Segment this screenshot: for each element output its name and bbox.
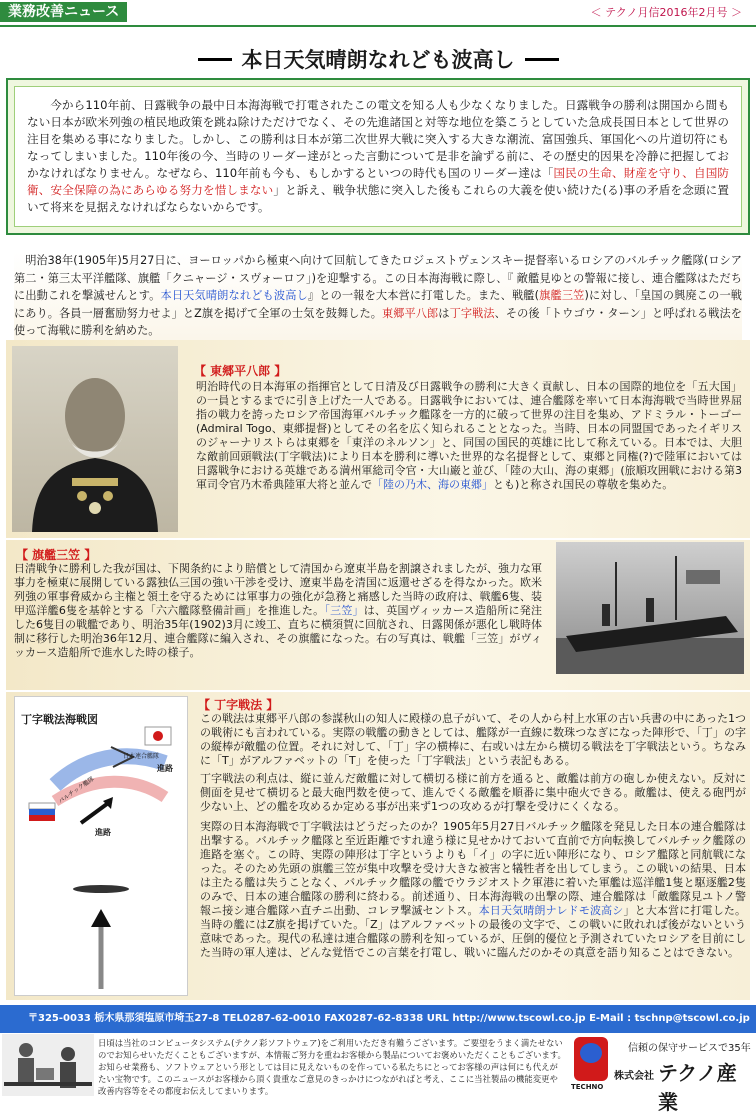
contact-text: 〒325-0033 栃木県那須塩原市埼玉27-8 TEL0287-62-0010 FAX0287-62-8338 URL http://www.tscowl.co.jp E-Mail : tschnp@tscowl.co.jp <box>28 1013 750 1024</box>
company-prefix: 株式会社 <box>614 1071 654 1082</box>
togo-portrait <box>12 346 178 532</box>
company-logo <box>574 1037 608 1081</box>
map-label-course2: 進路 <box>95 828 111 837</box>
page-header <box>0 0 756 40</box>
page-title <box>0 44 756 74</box>
map-label-baltic: バルチック艦隊 <box>57 775 96 806</box>
header-rule <box>0 25 756 27</box>
togo-body-c: とも)と称され国民の尊敬を集めた。 <box>493 478 674 491</box>
intro-box <box>6 78 750 235</box>
intro-part1: 今から110年前、日露戦争の最中日本海海戦で打電されたこの電文を知る人も少なくなりました。日露戦争の勝利は開国から間もない日本が欧米列強の植民地政策を跳ね除けただけでなく、その先進諸国と対等な地位を築こうとしていた急成長国日本として世界の注目を集める事になりました。しかし、この勝利は日本が第二次世界大戦に突入する大きな潮流、富国強兵、軍国化への片道切符にもなってしまいました。110年後の今、当時のリーダー達がとった言動について是非を論ずる前に、その歴史的因果を冷静に把握しておかなければなりません。なぜなら、110年前も今も、もしかするといつの時代も国のリーダー達は「 <box>27 98 729 180</box>
tactic-p3c: 」と大本営に打電した。当時の艦にはZ旗を掲げていた。「Z」はアルファベットの最後の文字で、この戦いに敗れれば後がないという意味であった。現代の私達は連合艦隊の勝利を知っているが、圧倒的優位と予測されていたロシアを目前にした当時の軍人達は、どんな覚悟でこの言葉を打電し、戦いに臨んだのかその真意を語り知ることはできない。 <box>200 904 747 959</box>
portrait-illustration <box>12 346 178 532</box>
page-footer <box>0 1033 756 1114</box>
tactic-p1: この戦法は東郷平八郎の参謀秋山の知人に殿様の息子がいて、その人から村上水軍の古い兵書の中にあった1つの戦術にも言われている。実際の戦艦の動きとしては、艦隊が一直線に数珠つなぎになった陣形で、「丁」の字の縦棒が敵艦の位置。それに対して、「丁」字の横棒に、右或いは左から横切る戦法を丁字戦法という。ちなみに「T」がアルファベットの「T」を使った「丁字戦法」という表記もある。 <box>200 712 746 767</box>
newsletter-tag: 業務改善ニュース <box>0 2 127 22</box>
togo-body <box>196 380 742 492</box>
section-t-tactic <box>6 692 750 1000</box>
logo-face <box>580 1043 602 1063</box>
para1-a: 明治38年(1905年)5月27日に、ヨーロッパから極東へ向けて回航してきたロジェストヴェンスキー提督率いるロシアのバルチック艦隊(ロシア第二・第三太平洋艦隊、旗艦「クニャージ・スヴォーロフ」)を迎撃する。この日本海海戦に際し、『 敵艦見ゆとの警報に接し、連合艦隊はただちに出動これを撃滅せんとす。 <box>14 254 742 302</box>
mikasa-body <box>14 562 542 660</box>
tactic-p2: 丁字戦法の利点は、縦に並んだ敵艦に対して横切る様に前方を通ると、敵艦は前方の砲しか使えない。反対に側面を見せて横切ると最大砲門数を使って、進んでくる敵艦を順番に集中砲火できる。敵艦は、使える砲門が少ない上、どの艦を攻めるか定める事が出来ず1つの攻めるが打撃を受けにくくなる。 <box>200 772 746 813</box>
section-togo <box>6 340 750 538</box>
map-label-course1: 進路 <box>157 764 173 773</box>
para1-c: 』との一報を大本営に打電した。また、戦艦( <box>307 289 539 302</box>
mikasa-body-c: は、英国ヴィッカース造船所に発注した6隻目の戦艦であり、明治35年(1902)3月に竣工、直ちに横須賀に回航され、日露関係が悪化し戦時体制に移行した明治36年12月、連合艦隊に編入され、その旗艦になった。右の写真は、戦艦「三笠」がヴィッカース造船所で進水した時の様子。 <box>14 604 543 659</box>
company-tagline: 信頼の保守サービスで35年 <box>628 1043 751 1054</box>
map-label-japan: 日本連合艦隊 <box>123 753 160 760</box>
togo-body-b: 「陸の乃木、海の東郷」 <box>372 478 493 491</box>
para1-b: 本日天気晴朗なれども波高し <box>160 289 308 302</box>
ship-illustration <box>556 542 744 674</box>
battle-summary <box>14 252 742 340</box>
para1-f: 東郷平八郎 <box>382 306 439 320</box>
para1-g: は <box>438 306 450 320</box>
togo-title: 【 東郷平八郎 】 <box>194 364 287 378</box>
tactic-p3 <box>200 820 746 960</box>
mikasa-photo <box>556 542 744 674</box>
tactic-p3a: 実際の日本海海戦で丁字戦法はどうだったのか？1905年5月27日バルチック艦隊を発見した日本の連合艦隊は出撃する。バルチック艦隊と至近距離ですれ違う様に見せかけておいて直前で方向転換してバルチック艦隊の進路を塞ぐ。この時、実際の陣形は丁字というよりも「イ」の字に近い陣形になり、ロシア艦隊と同航戦になった。そのため先頭の旗艦三笠が集中攻撃を受け大きな被害と犠牲者を出してしまう。この戦いの結果、日本は主たる艦は失うことなく、バルチック艦隊の艦でウラジオストク軍港に着いた軍艦は巡洋艦1隻と駆逐艦2隻のみで、日本の連合艦隊の勝利に終わる。前述通り、日本海海戦の出撃の際、連合艦隊は「敵艦隊見ユトノ警報ニ接シ連合艦隊ハ直チニ出動、コレヲ撃滅セントス。 <box>200 820 746 917</box>
title-dash-left <box>198 58 232 61</box>
tactic-title: 【 丁字戦法 】 <box>198 698 279 712</box>
issue-label: ＜ テクノ月信2016年2月号 ＞ <box>590 6 742 19</box>
intro-text <box>14 86 742 227</box>
logo-text: TECHNO <box>571 1083 604 1091</box>
company-name: テクノ産業 <box>658 1061 737 1114</box>
title-text: 本日天気晴朗なれども波高し <box>241 48 515 72</box>
office-workers-icon <box>2 1034 94 1096</box>
para1-d: 旗艦三笠 <box>539 289 585 302</box>
intro-part2: 」と訴え、戦争状態に突入した後もこれらの大義を使い続けた(る)事の矛盾を念頭に置いて将来を見据えなければならないからです。 <box>27 183 729 214</box>
mikasa-title: 【 旗艦三笠 】 <box>16 548 97 562</box>
para1-i: 、その後「トウゴウ・ターン」と呼ばれる戦法を使って海戦に勝利を納めた。 <box>14 306 742 337</box>
title-dash-right <box>525 58 559 61</box>
togo-body-a: 明治時代の日本海軍の指揮官として日清及び日露戦争の勝利に大きく貢献し、日本の国際的地位を「五大国」の一員とするまでに引き上げた一人である。日露戦争においては、連合艦隊を率いて日本海海戦で当時世界屈指の戦力を誇ったロシア帝国海軍バルチック艦隊を一方的に破って世界の注目を集め、アドミラル・トーゴー(Admiral Togo、東郷提督)としてその名を広く知られることとなった。当時、日本の同盟国であったイギリスのジャーナリストらは東郷を「東洋のネルソン」と、同国の国民的英雄に比して称えている。日本では、大胆な敵前回頭戦法(丁字戦法)により日本を勝利に導いた世界的な名提督として、東郷と同権(?)で陸軍においては日露戦争における英雄である満州軍総司令官・大山巌と並び、「陸の大山、海の東郷」(旅順攻囲戦における第3軍司令官乃木希典陸軍大将と並んで <box>196 380 742 491</box>
tactic-p3b: 本日天気晴朗ナレドモ波高シ <box>478 904 624 917</box>
footer-note: 日頃は当社のコンピュータシステム(テクノ彩ソフトウェア)をご利用いただき有難うございます。ご要望をうまく満たせないのでお知らせいただくこともございますが、本情報ご努力を重ねお客様から製品についてお褒めいただくこともございます。お知らせ業務も、ソフトウェアという形としては目に見えないものを作っている私たちにとってお客様の声は何にも代えがたい宝物です。このニュースがお客様から頂く貴重なご意見のきっかけにつながればと考え、ここに当社製品の機能変更や改善内容等をその都度お伝えしてまいります。 <box>98 1038 566 1096</box>
contact-bar <box>0 1005 756 1033</box>
mikasa-body-b: 「三笠」 <box>324 604 364 617</box>
intro-highlight: 国民の生命、財産を守り、自国防衛、安全保障の為にあらゆる努力を惜しまない <box>27 166 729 197</box>
para1-h: 丁字戦法 <box>449 306 495 320</box>
section-mikasa <box>6 540 750 690</box>
para1-e: )に対し、「皇国の興廃この一戦にあり。各員一層奮励努力せよ」とZ旗を掲げて全軍の士気を鼓舞した。 <box>14 289 742 320</box>
tactic-map <box>14 696 188 996</box>
tactic-diagram <box>15 697 187 995</box>
map-title: 丁字戦法海戦図 <box>21 713 98 726</box>
mikasa-body-a: 日清戦争に勝利した我が国は、下関条約により賠償として清国から遼東半島を割譲されましたが、強力な軍事力を極東に展開している露独仏三国の強い干渉を受け、遼東半島を清国に返還せざるを得なかった。欧米列強の軍事脅威から主権と領土を守るためには軍事力の強化が急務と痛感した当時の政府は、戦艦6隻、装甲巡洋艦6隻を基幹とする「六六艦隊整備計画」を推進した。 <box>14 562 542 617</box>
